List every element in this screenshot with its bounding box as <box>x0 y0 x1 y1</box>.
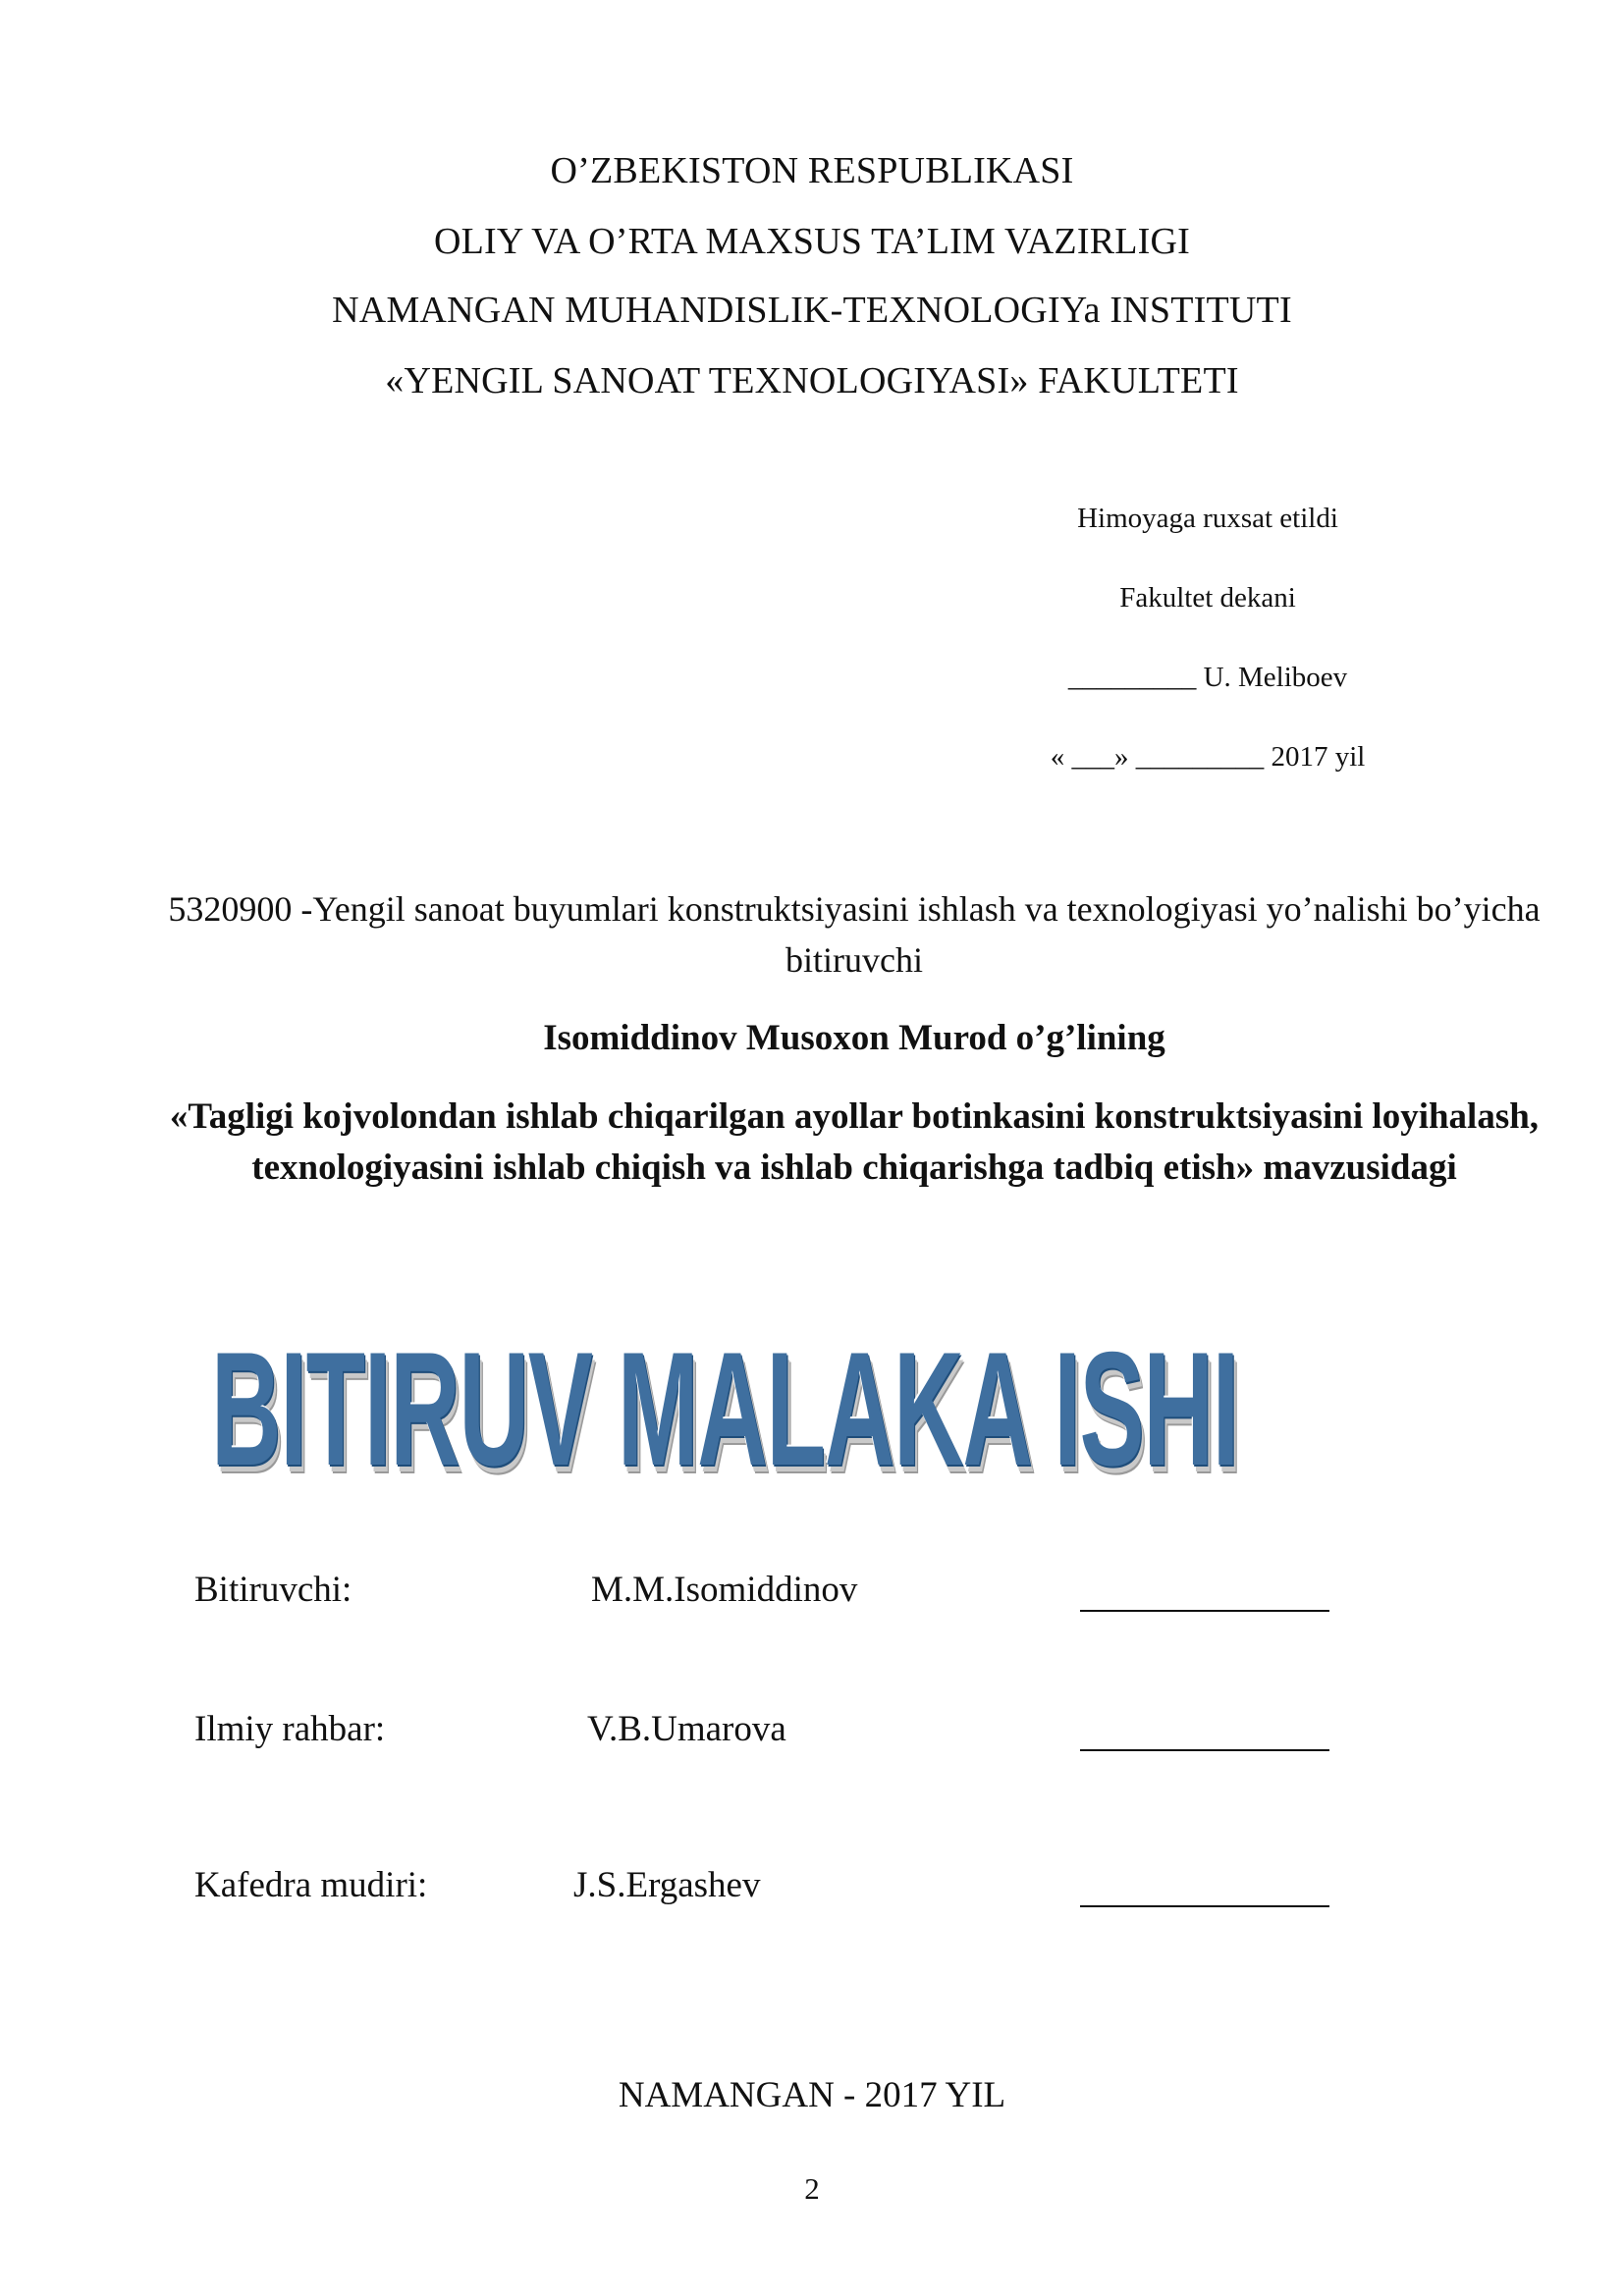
approval-dean-signature: _________ U. Meliboev <box>1067 662 1348 693</box>
signature-label: Ilmiy rahbar: <box>194 1709 386 1749</box>
approval-dean-title: Fakultet dekani <box>1119 582 1296 614</box>
faculty-name: «YENGIL SANOAT TEXNOLOGIYASI» FAKULTETI <box>385 360 1239 401</box>
specialty-direction: 5320900 -Yengil sanoat buyumlari konstruktsiyasini ishlash va texnologiyasi yo’nalishi bo’yicha bitiruvchi <box>168 889 1541 980</box>
signature-label: Bitiruvchi: <box>194 1570 352 1610</box>
signature-name: M.M.Isomiddinov <box>591 1570 858 1610</box>
thesis-topic: «Tagligi kojvolondan ishlab chiqarilgan ayollar botinkasini konstruktsiyasini loyihalash, texnologiyasini ishlab chiqish va ishlab chiqarishga tadbiq etish» mavzusidagi <box>169 1096 1540 1188</box>
signature-line <box>1080 1905 1329 1907</box>
ministry-country: O’ZBEKISTON RESPUBLIKASI <box>550 150 1074 191</box>
institute-name: NAMANGAN MUHANDISLIK-TEXNOLOGIYa INSTITUTI <box>332 290 1292 331</box>
signature-line <box>1080 1610 1329 1612</box>
approval-permission: Himoyaga ruxsat etildi <box>1077 503 1338 534</box>
signature-line <box>1080 1749 1329 1751</box>
page-number: 2 <box>804 2171 820 2206</box>
signature-name: J.S.Ergashev <box>573 1865 761 1905</box>
approval-date: « ___» _________ 2017 yil <box>1050 741 1366 773</box>
signature-label: Kafedra mudiri: <box>194 1865 428 1905</box>
city-year-footer: NAMANGAN - 2017 YIL <box>618 2075 1006 2115</box>
ministry-name: OLIY VA O’RTA MAXSUS TA’LIM VAZIRLIGI <box>434 221 1190 262</box>
student-name: Isomiddinov Musoxon Murod o’g’lining <box>543 1018 1165 1058</box>
work-title: BITIRUV MALAKA ISHI <box>211 1318 1238 1499</box>
signature-name: V.B.Umarova <box>587 1709 786 1749</box>
